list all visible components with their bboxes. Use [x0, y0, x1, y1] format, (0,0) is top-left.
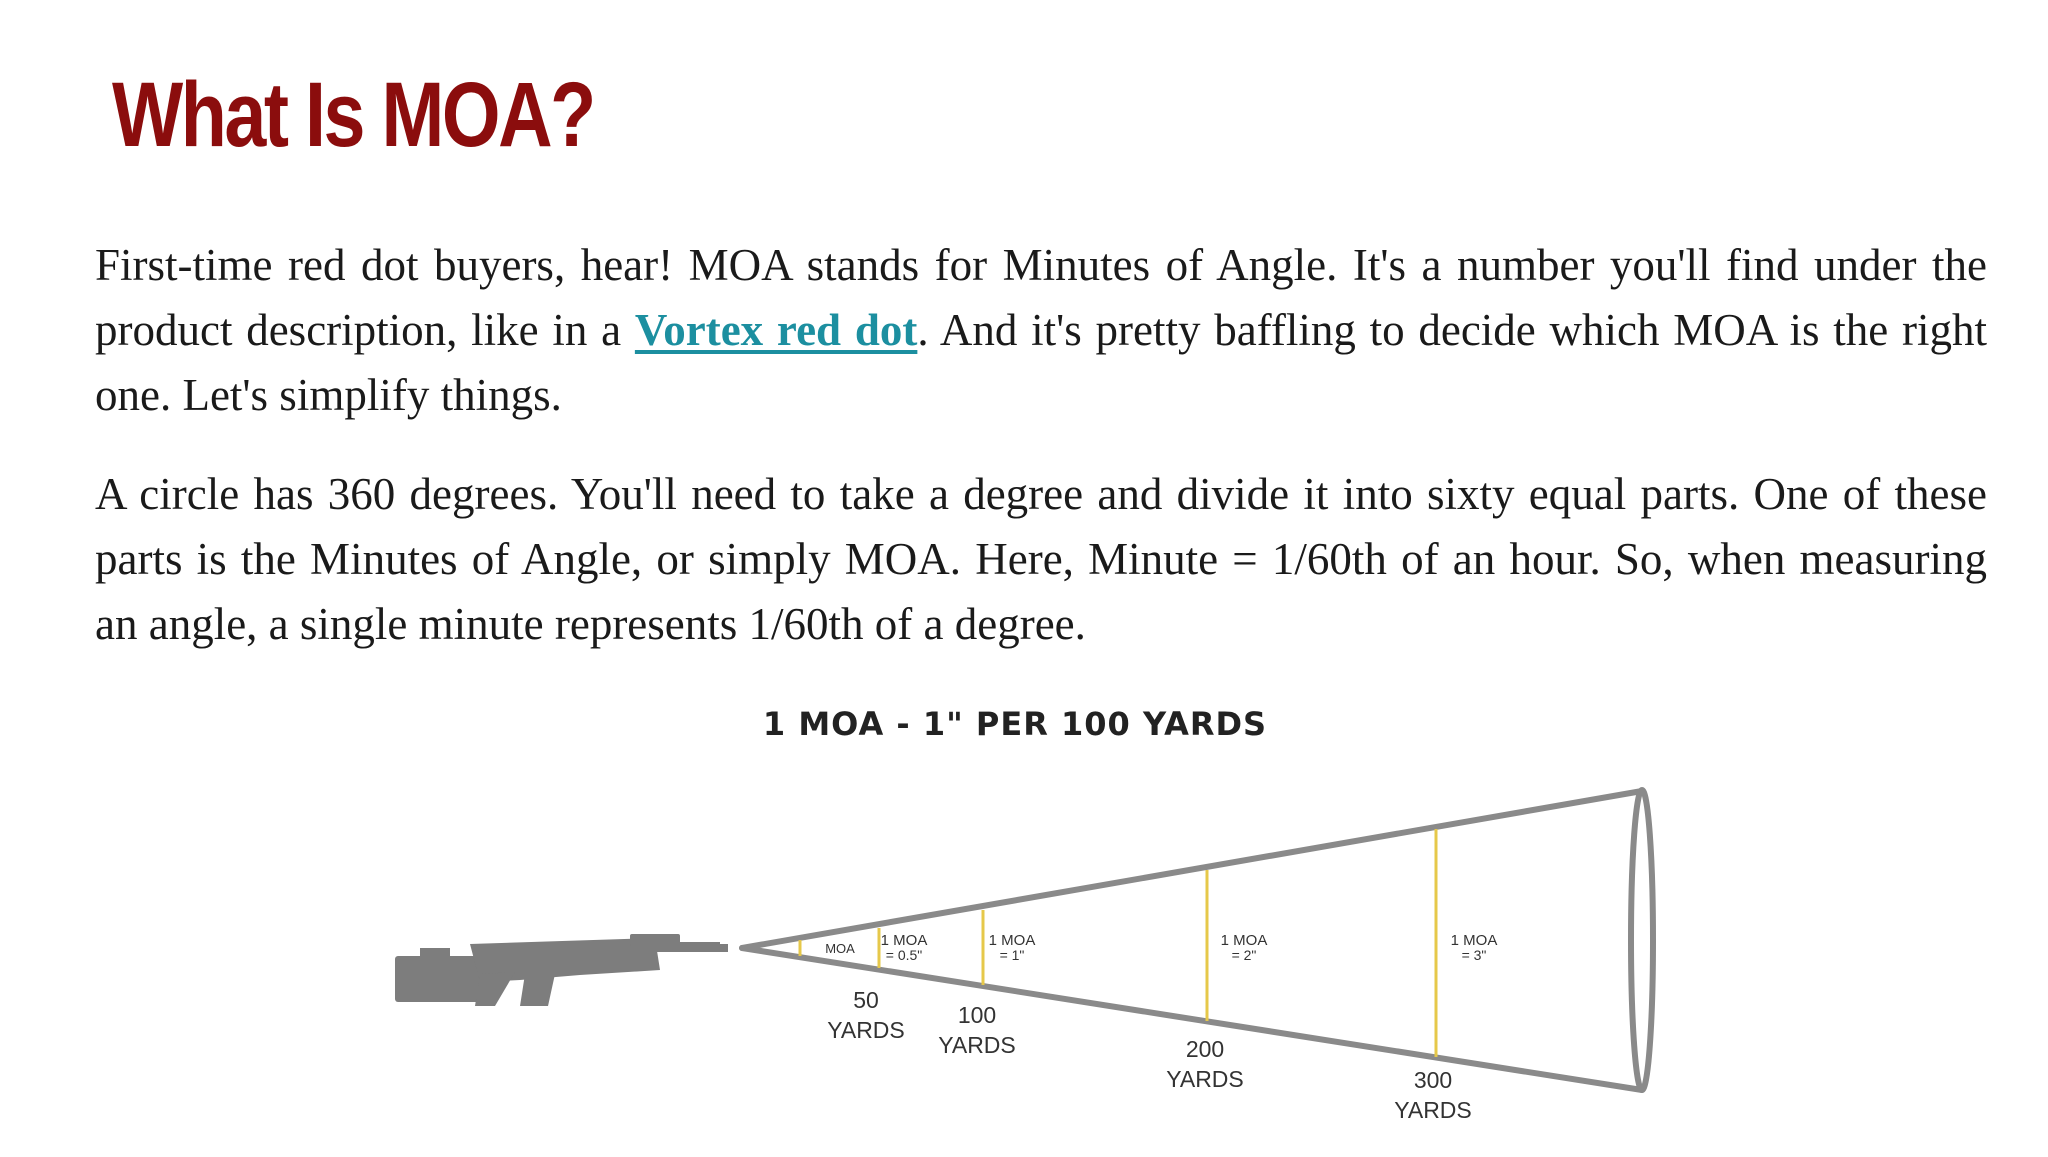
- paragraph-intro-text-before: First-time red dot buyers, hear! MOA stands for Minutes of Angle. It's a number you'll find under the product description, like in a: [95, 240, 1987, 355]
- paragraph-intro: [95, 233, 1987, 428]
- moa-size-300: = 3": [1461, 947, 1487, 963]
- distance-unit-200: YARDS: [1166, 1066, 1244, 1092]
- vortex-red-dot-link[interactable]: Vortex red dot: [634, 305, 918, 355]
- moa-label-300: 1 MOA: [1450, 932, 1498, 949]
- rifle-icon: [395, 934, 728, 1006]
- moa-size-100: = 1": [999, 947, 1025, 963]
- moa-label-small: MOA: [825, 941, 855, 956]
- moa-diagram: [0, 690, 2048, 1152]
- article-title: What Is MOA?: [112, 64, 594, 166]
- paragraph-intro-text-after: . And it's pretty baffling to decide which MOA is the right one. Let's simplify things.: [95, 305, 1987, 420]
- distance-50: 50: [853, 987, 879, 1013]
- distance-unit-300: YARDS: [1394, 1097, 1472, 1123]
- moa-label-100: 1 MOA: [988, 932, 1036, 949]
- distance-200: 200: [1185, 1036, 1225, 1062]
- distance-unit-50: YARDS: [827, 1017, 905, 1043]
- paragraph-definition: A circle has 360 degrees. You'll need to take a degree and divide it into sixty equal parts. One of these parts is the Minutes of Angle, or simply MOA. Here, Minute = 1/60th of an hour. So, when measuring an angle, a single minute represents 1/60th of a degree.: [95, 469, 1987, 649]
- moa-size-50: = 0.5": [885, 947, 923, 963]
- distance-100: 100: [957, 1002, 997, 1028]
- moa-label-50: 1 MOA: [880, 932, 928, 949]
- distance-unit-100: YARDS: [938, 1032, 1016, 1058]
- distance-300: 300: [1413, 1067, 1453, 1093]
- moa-diagram-svg: [0, 690, 2048, 1152]
- marker-labels: [825, 932, 1497, 1123]
- diagram-heading: 1 MOA - 1" PER 100 YARDS: [762, 705, 1268, 743]
- moa-size-200: = 2": [1231, 947, 1257, 963]
- moa-label-200: 1 MOA: [1220, 932, 1268, 949]
